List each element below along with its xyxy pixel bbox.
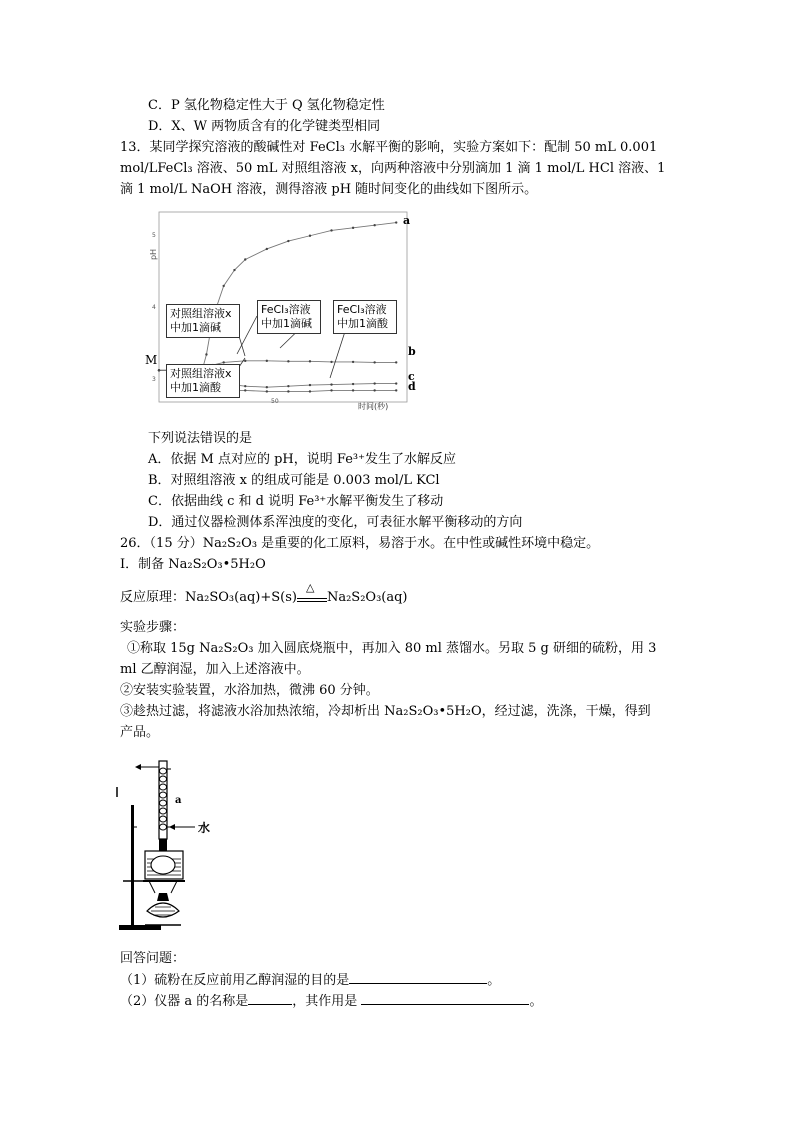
label-water: 水 [198,821,211,835]
sub2-text: （2）仪器 a 的名称是 [120,994,249,1009]
step3-line2: 产品。 [120,725,160,740]
annotation-line: 中加1滴酸 [170,381,221,394]
q13-option-c: C．依据曲线 c 和 d 说明 Fe³⁺水解平衡发生了移动 [148,494,444,509]
series-label-d: d [408,380,416,393]
data-point-a [266,248,268,250]
data-point-a [352,227,354,229]
q12-option-d: D．X、W 两物质含有的化学键类型相同 [148,119,381,134]
data-point-c [352,383,354,385]
data-point-d [266,390,268,392]
stopper [159,839,167,851]
sub1-end: 。 [487,973,501,988]
answer-blank-1[interactable] [349,971,487,984]
annotation-line: 中加1滴碱 [170,321,221,334]
annotation-line: FeCl₃溶液 [337,303,387,316]
reaction-principle [120,581,408,607]
data-point-b [330,361,332,363]
step2: ②安装实验装置，水浴加热，微沸 60 分钟。 [120,683,379,698]
principle-label: 反应原理： [120,590,186,605]
steps-label: 实验步骤： [120,620,186,635]
annotation-line: 对照组溶液x [170,367,232,380]
data-point-d [244,389,246,391]
burner-flame [157,893,169,901]
data-point-b [352,361,354,363]
answer-blank-2a[interactable] [248,992,292,1005]
series-label-a: a [403,214,411,227]
q13-stem-line1: 13．某同学探究溶液的酸碱性对 FeCl₃ 水解平衡的影响，实验方案如下：配制 50 mL 0.001 [120,140,658,155]
data-point-a [244,258,246,260]
round-flask [151,856,175,874]
ph-chart [145,208,420,413]
principle-products: Na₂S₂O₃(aq) [326,590,408,605]
data-point-b [266,360,268,362]
m-point-label: M [145,353,158,367]
step1-line1: ①称取 15g Na₂S₂O₃ 加入圆底烧瓶中，再加入 80 ml 蒸馏水。另取 5 g 研细的硫粉，用 3 [127,641,657,656]
data-point-d [352,389,354,391]
data-point-d [158,369,160,371]
q13-stem-line2: mol/LFeCl₃ 溶液、50 mL 对照组溶液 x，向两种溶液中分别滴加 1 滴 1 mol/L HCl 溶液、1 [120,161,666,176]
q12-option-c: C．P 氢化物稳定性大于 Q 氢化物稳定性 [148,98,385,113]
data-point-a [233,269,235,271]
series-label-c: c [408,370,415,383]
data-point-c [309,384,311,386]
y-axis-label: pH [149,248,159,261]
answer-label: 回答问题： [120,951,186,966]
y-tick-5: 5 [152,232,156,239]
data-point-d [373,389,375,391]
sub2-mid: ，其作用是 [292,994,358,1009]
data-point-b [309,360,311,362]
apparatus-svg [115,755,230,935]
data-point-a [330,229,332,231]
q26-sub1 [120,971,500,990]
answer-blank-2b[interactable] [361,992,529,1005]
q13-option-b: B．对照组溶液 x 的组成可能是 0.003 mol/L KCl [148,473,440,488]
series-label-b: b [408,345,416,358]
y-tick-3: 3 [152,376,156,383]
series-line-a [159,223,396,371]
q26-stem: 26．（15 分）Na₂S₂O₃ 是重要的化工原料，易溶于水。在中性或碱性环境中稳定。 [120,536,600,551]
reaction-arrow [297,581,327,607]
data-point-b [395,361,397,363]
stand-rod [131,805,134,927]
data-point-c [266,386,268,388]
q13-stem-line3: 滴 1 mol/L NaOH 溶液，测得溶液 pH 随时间变化的曲线如下图所示。 [120,182,538,197]
q13-option-d: D．通过仪器检测体系浑浊度的变化，可表征水解平衡移动的方向 [148,515,523,530]
q13-option-a: A．依据 M 点对应的 pH，说明 Fe³⁺发生了水解反应 [148,452,456,467]
x-tick-50: 50 [271,398,279,405]
heat-symbol: △ [305,581,315,594]
data-point-b [244,360,246,362]
annotation-fecl3-base [257,300,321,334]
data-point-a [309,235,311,237]
x-axis-label: 时间(秒) [358,402,389,411]
data-point-d [330,389,332,391]
annotation-line: 中加1滴酸 [337,317,388,330]
data-point-d [287,390,289,392]
sub2-end: 。 [529,994,543,1009]
data-point-c [395,382,397,384]
annotation-line: FeCl₃溶液 [261,303,311,316]
data-point-c [330,383,332,385]
principle-reactants: Na₂SO₃(aq)+S(s) [185,590,297,605]
data-point-a [395,221,397,223]
apparatus-diagram [115,755,230,935]
annotation-control-acid [166,364,240,398]
annotation-control-base [166,304,240,338]
data-point-d [395,389,397,391]
data-point-b [287,360,289,362]
data-point-b [373,361,375,363]
annotation-pointer [237,316,257,354]
data-point-a [222,285,224,287]
data-point-c [287,385,289,387]
data-point-a [205,353,207,355]
annotation-fecl3-acid [333,300,397,334]
annotation-line: 对照组溶液x [170,307,232,320]
sub1-text: （1）硫粉在反应前用乙醇润湿的目的是 [120,973,350,988]
q26-part1: I．制备 Na₂S₂O₃•5H₂O [120,557,266,572]
q26-sub2 [120,992,542,1011]
data-point-a [287,240,289,242]
step3-line1: ③趁热过滤，将滤液水浴加热浓缩，冷却析出 Na₂S₂O₃•5H₂O，经过滤，洗涤，干燥，得到 [120,704,651,719]
q13-question: 下列说法错误的是 [148,431,253,446]
data-point-d [309,390,311,392]
y-tick-4: 4 [152,304,156,311]
data-point-c [373,382,375,384]
data-point-c [244,385,246,387]
step1-line2: ml 乙醇润湿，加入上述溶液中。 [120,662,310,677]
data-point-a [373,224,375,226]
label-a: a [175,795,182,806]
annotation-line: 中加1滴碱 [261,317,312,330]
